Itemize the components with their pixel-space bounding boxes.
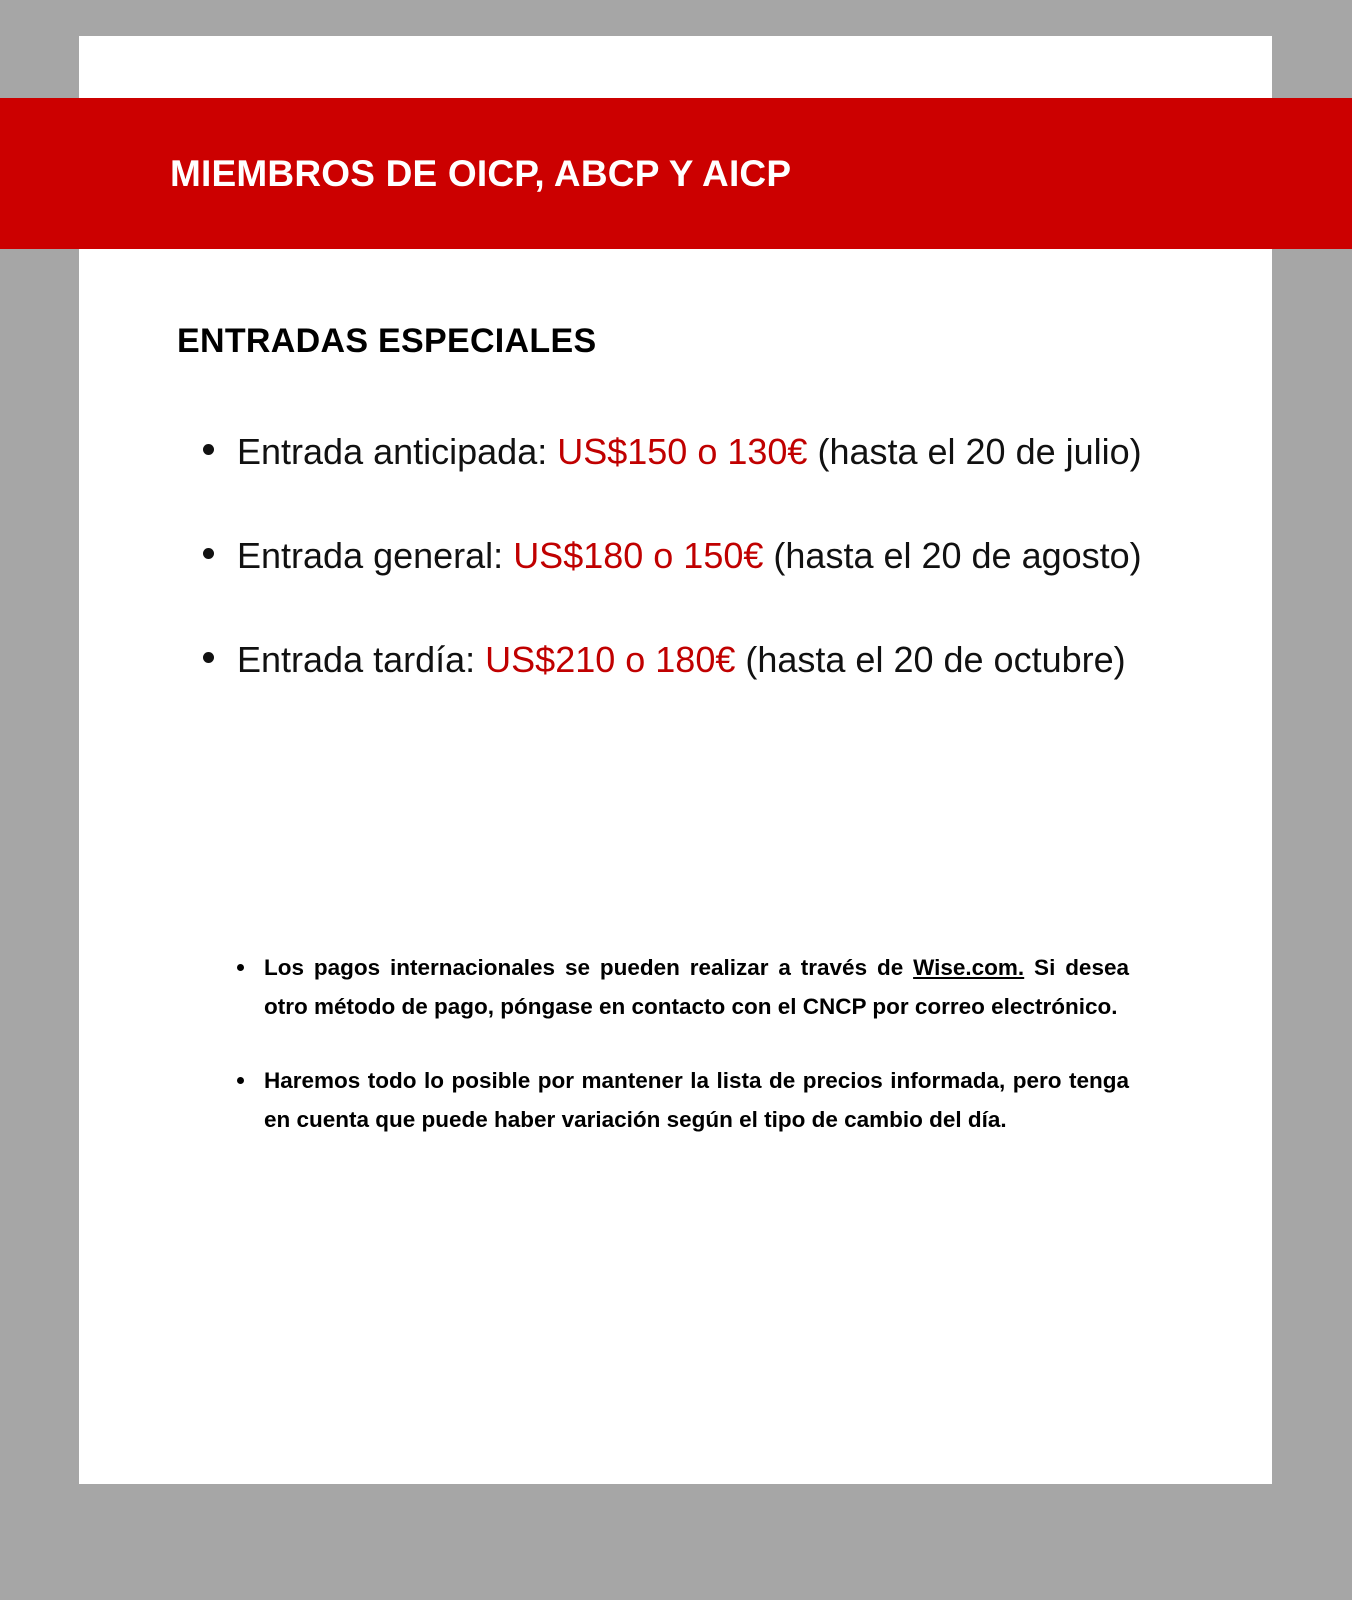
ticket-type-label: Entrada anticipada:	[237, 431, 558, 472]
ticket-price-value: US$210 o 180€	[485, 639, 736, 681]
list-item	[229, 949, 1129, 1026]
list-item	[189, 424, 1209, 479]
ticket-price-value: US$180 o 150€	[513, 535, 764, 577]
content-area	[79, 249, 1272, 1484]
list-item	[229, 1062, 1129, 1139]
bullet-dot-icon	[203, 548, 214, 559]
bullet-dot-icon	[203, 652, 214, 663]
ticket-price-list	[189, 424, 1209, 687]
ticket-deadline-label: (hasta el 20 de octubre)	[735, 639, 1126, 681]
ticket-deadline-label: (hasta el 20 de agosto)	[763, 535, 1142, 577]
list-item	[189, 632, 1209, 687]
bullet-dot-icon	[237, 1077, 244, 1084]
section-heading: ENTRADAS ESPECIALES	[177, 322, 597, 360]
ticket-price-value: US$150 o 130€	[557, 431, 808, 472]
title-banner	[0, 98, 1352, 249]
wise-link[interactable]: Wise.com.	[913, 955, 1025, 980]
page-title: MIEMBROS DE OICP, ABCP Y AICP	[170, 152, 792, 194]
price-variation-note-text: Haremos todo lo posible por mantener la lista de precios informada, pero tenga en cuenta que puede haber variación según el tipo de cambio del día.	[264, 1068, 1129, 1133]
bullet-dot-icon	[203, 444, 214, 455]
ticket-type-label: Entrada tardía:	[237, 639, 486, 681]
list-item	[189, 528, 1209, 583]
payment-note-text: Los pagos internacionales se pueden realizar a través de	[264, 955, 914, 980]
ticket-type-label: Entrada general:	[237, 535, 514, 577]
payment-note-text-cont: Si desea otro método de pago, póngase en contacto con el CNCP por correo electrónico.	[264, 955, 1129, 1019]
payment-notes-list	[229, 949, 1129, 1140]
bullet-dot-icon	[237, 964, 244, 971]
ticket-deadline-label: (hasta el 20 de julio)	[807, 431, 1142, 472]
